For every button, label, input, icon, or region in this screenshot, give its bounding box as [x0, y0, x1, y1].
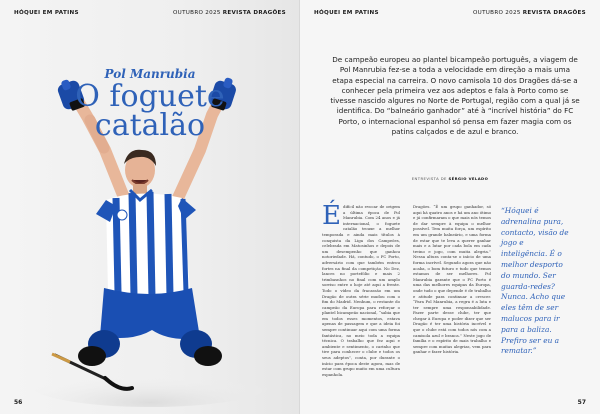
magazine-name: REVISTA DRAGÕES [222, 10, 286, 16]
article-kicker: Pol Manrubia [104, 67, 196, 81]
left-header [14, 10, 286, 20]
byline-label: ENTREVISTA DE [411, 176, 447, 181]
drop-cap: É [322, 201, 341, 231]
title-line-2: catalão [94, 108, 206, 143]
magazine-name: REVISTA DRAGÕES [522, 10, 586, 16]
right-page [300, 0, 600, 414]
article-title [0, 79, 300, 143]
issue-info [173, 10, 286, 16]
byline-name: SÉRGIO VELADO [448, 176, 489, 181]
issue-date: OUTUBRO 2025 [172, 10, 221, 16]
title-line-1: O foguete [75, 79, 225, 114]
page-number-right: 57 [577, 399, 586, 406]
body-column-2 [413, 204, 491, 355]
right-header [314, 10, 586, 20]
article-lead: De campeão europeu ao plantel bicampeão português, a viagem de Pol Manrubia fez-se a toda a velocidade em direção a mais uma etapa especial na carreira. O novo camisola 10 dos Dragões dá-se a conhecer pela primeira vez aos adeptos e fala à Porto como se tivesse nascido algures no Norte de Portugal, região com a qual já se identifica. Do “balneário ganhador” até à “incrível história” do FC Porto, o internacional espanhol só pensa em fazer magia com os patins calçados e de azul e branco. [330, 55, 580, 137]
page-number-left: 56 [14, 399, 23, 406]
section-label: HÓQUEI EM PATINS [314, 10, 379, 16]
section-label: HÓQUEI EM PATINS [14, 10, 79, 16]
byline [300, 176, 600, 181]
body-column-1 [322, 201, 400, 377]
body-text-1: difícil não evocar de origem a última época de Pol Manrubia. Com 24 anos e já internacional, o foguete catalão trouxe a melhor temporada e ainda mais títulos à conquista da Liga dos Campeões, celebrada em Matosinhos e depois de um desempenho que ganhou notoriedade. Há, contudo, o FC Porto, adversário com que também entrou fortes na final da competição. No Dez, lances no portefólio e mais 2 trimbasnhos no final com um amplo sorriso entre o hoje até aqui a frente. Todo o vídeo da fracassão em um Dragão de outra série mudou com o fim do Madrid. Nenhum, o restante do campeão da Europa para reforçar o plantel bicampeão nacional, “sabia que em todos esses momentos, estava apenas de passagem e que a ideia foi sempre continuar aqui com uma forma fantástica, no meio toda a equipa técnica. O trabalho que fez aqui e ambiente e sentimento, o carinho que tive para conhecer o clube e todos os seus adeptos”, conta, por durante o início para época deste agora, mas de estar com grupo muito em uma cultura espanhola. [322, 204, 400, 377]
issue-info [473, 10, 586, 16]
body-text-2: Dragões. “É um grupo ganhador, só aqui há quatro anos e há um ano ótimo e já confirmaram o que mais nós temos de dar sempre à equipa o melhor possível. Tem muita força, um espírito em um grande balneário, e uma forma de estar que te leva a querer ganhar mais e a lutar por cada bola em cada treino e jogo, com muita alegria.” Nessa altura conta-se o início de uma forma incrível. Segundo agora que não acaba, o bom futuro e tudo que temos estamos de ser melhores. Pol Manrubia garante que o FC Porto é uma das melhores equipas da Europa, onde tudo o que depende é de trabalho e atitude para continuar a crescer. “Para Pol Manrubia, a regra é a luta e ter sempre uma responsabilidade. Fazer parte desse clube, ter que chegar à Europa e poder dizer que ser Dragão é ter uma história incrível e que o clube está com todos nós com a camisola azul e branca.” Neste jogo de família e o espírito de mais trabalho e sempre com muitas alegrias, vem para ganhar e fazer história. [413, 204, 491, 355]
pull-quote: “Hóquei é adrenalina pura, contacto, visão de jogo e inteligência. É o melhor desporto do mundo. Ser guarda-redes? Nunca. Acho que eles têm de ser malucos para ir para a baliza. Prefiro ser eu a rematar.” [501, 206, 569, 356]
issue-date: OUTUBRO 2025 [472, 10, 521, 16]
